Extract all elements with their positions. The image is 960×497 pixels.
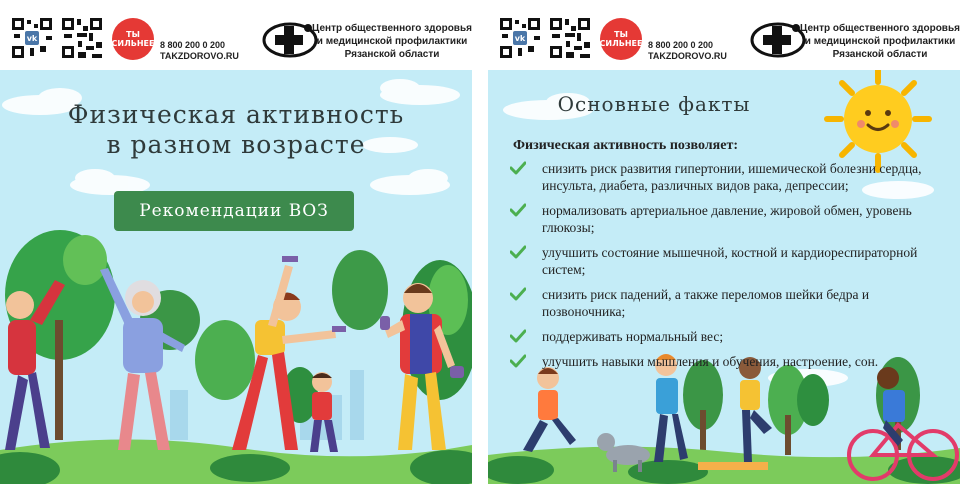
hotline-phone[interactable]: 8 800 200 0 200 bbox=[160, 40, 226, 50]
check-icon bbox=[510, 161, 526, 175]
check-icon bbox=[510, 354, 526, 368]
check-icon bbox=[510, 245, 526, 259]
hotline-contacts bbox=[160, 40, 239, 62]
facts-list bbox=[508, 160, 948, 378]
hotline-site[interactable]: TAKZDOROVO.RU bbox=[160, 51, 239, 61]
vk-qr-icon[interactable] bbox=[10, 16, 54, 60]
fact-text: поддерживать нормальный вес; bbox=[542, 329, 724, 344]
org-logo-icon bbox=[262, 20, 318, 58]
hotline-badge-icon bbox=[600, 18, 642, 60]
org-name-line2: и медицинской профилактики bbox=[316, 36, 468, 47]
qr-code-icon[interactable] bbox=[548, 16, 592, 60]
hotline-badge-text: ТЫ СИЛЬНЕЕ bbox=[111, 30, 155, 48]
hotline-badge-icon bbox=[112, 18, 154, 60]
org-name-line3: Рязанской области bbox=[344, 49, 440, 60]
org-name bbox=[800, 22, 960, 61]
list-item bbox=[508, 160, 948, 194]
list-item bbox=[508, 202, 948, 236]
left-header-bar bbox=[0, 0, 472, 70]
org-name-line2: и медицинской профилактики bbox=[804, 36, 956, 47]
list-item bbox=[508, 286, 948, 320]
left-slide-card bbox=[0, 0, 472, 484]
hotline-site[interactable]: TAKZDOROVO.RU bbox=[648, 51, 727, 61]
qr-code-icon[interactable] bbox=[60, 16, 104, 60]
svg-text:vk: vk bbox=[26, 34, 38, 43]
fact-text: улучшить навыки мышления и обучения, настроение, сон. bbox=[542, 354, 879, 369]
right-header-bar bbox=[488, 0, 960, 70]
hotline-phone[interactable]: 8 800 200 0 200 bbox=[648, 40, 714, 50]
list-item bbox=[508, 244, 948, 278]
left-title-line1: Физическая активность bbox=[67, 100, 405, 129]
org-logo-icon bbox=[750, 20, 806, 58]
list-item bbox=[508, 353, 948, 370]
fact-text: нормализовать артериальное давление, жировой обмен, уровень глюкозы; bbox=[542, 203, 912, 235]
svg-text:vk: vk bbox=[514, 34, 526, 43]
facts-intro: Физическая активность позволяет: bbox=[513, 138, 738, 153]
fact-text: улучшить состояние мышечной, костной и кардиореспираторной систем; bbox=[542, 245, 918, 277]
check-icon bbox=[510, 287, 526, 301]
left-title-line2: в разном возрасте bbox=[106, 130, 366, 159]
org-name bbox=[312, 22, 472, 61]
org-name-line1: Центр общественного здоровья bbox=[800, 23, 960, 34]
right-title: Основные факты bbox=[557, 92, 751, 116]
right-slide-card bbox=[488, 0, 960, 484]
who-recommendations-button[interactable]: Рекомендации ВОЗ bbox=[114, 191, 354, 231]
fact-text: снизить риск развития гипертонии, ишемической болезни сердца, инсульта, диабета, различных видов рака, депрессии; bbox=[542, 161, 922, 193]
hotline-badge-text: ТЫ СИЛЬНЕЕ bbox=[599, 30, 643, 48]
left-background-illustration bbox=[0, 0, 472, 484]
fact-text: снизить риск падений, а также переломов шейки бедра и позвоночника; bbox=[542, 287, 870, 319]
org-name-line3: Рязанской области bbox=[832, 49, 928, 60]
vk-qr-icon[interactable] bbox=[498, 16, 542, 60]
check-icon bbox=[510, 329, 526, 343]
hotline-contacts bbox=[648, 40, 727, 62]
org-name-line1: Центр общественного здоровья bbox=[312, 23, 472, 34]
sun-icon bbox=[827, 68, 929, 170]
list-item bbox=[508, 328, 948, 345]
left-title bbox=[0, 100, 472, 160]
check-icon bbox=[510, 203, 526, 217]
